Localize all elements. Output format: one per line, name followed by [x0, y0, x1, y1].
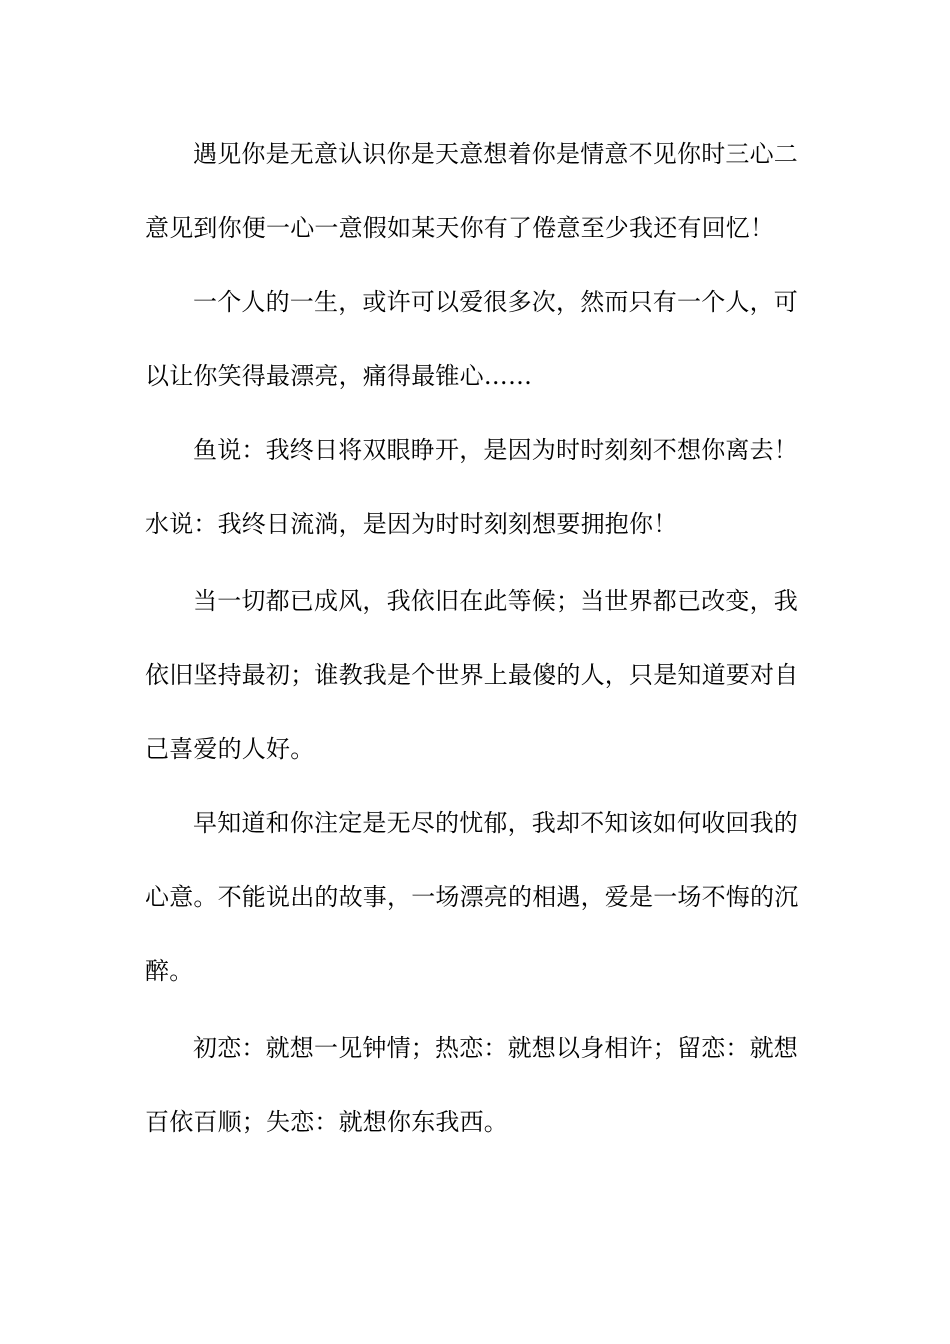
paragraph-2-line-1: 一个人的一生，或许可以爱很多次，然而只有一个人，可 — [193, 288, 798, 316]
paragraph-4-line-1: 当一切都已成风，我依旧在此等候；当世界都已改变，我 — [193, 587, 798, 615]
paragraph-5-line-1: 早知道和你注定是无尽的忧郁，我却不知该如何收回我的 — [193, 809, 798, 837]
paragraph-1-line-2: 意见到你便一心一意假如某天你有了倦意至少我还有回忆！ — [145, 214, 775, 242]
paragraph-2-line-2: 以让你笑得最漂亮，痛得最锥心…… — [145, 362, 533, 390]
paragraph-6-line-2: 百依百顺；失恋：就想你东我西。 — [145, 1108, 508, 1136]
paragraph-3-line-2: 水说：我终日流淌，是因为时时刻刻想要拥抱你！ — [145, 510, 678, 538]
paragraph-3-line-1: 鱼说：我终日将双眼睁开，是因为时时刻刻不想你离去！ — [193, 436, 798, 464]
paragraph-4-line-3: 己喜爱的人好。 — [145, 735, 315, 763]
paragraph-1-line-1: 遇见你是无意认识你是天意想着你是情意不见你时三心二 — [193, 140, 798, 168]
paragraph-6-line-1: 初恋：就想一见钟情；热恋：就想以身相许；留恋：就想 — [193, 1034, 798, 1062]
paragraph-4-line-2: 依旧坚持最初；谁教我是个世界上最傻的人，只是知道要对自 — [145, 661, 799, 689]
paragraph-5-line-3: 醉。 — [145, 957, 194, 985]
paragraph-5-line-2: 心意。不能说出的故事，一场漂亮的相遇，爱是一场不悔的沉 — [145, 883, 799, 911]
